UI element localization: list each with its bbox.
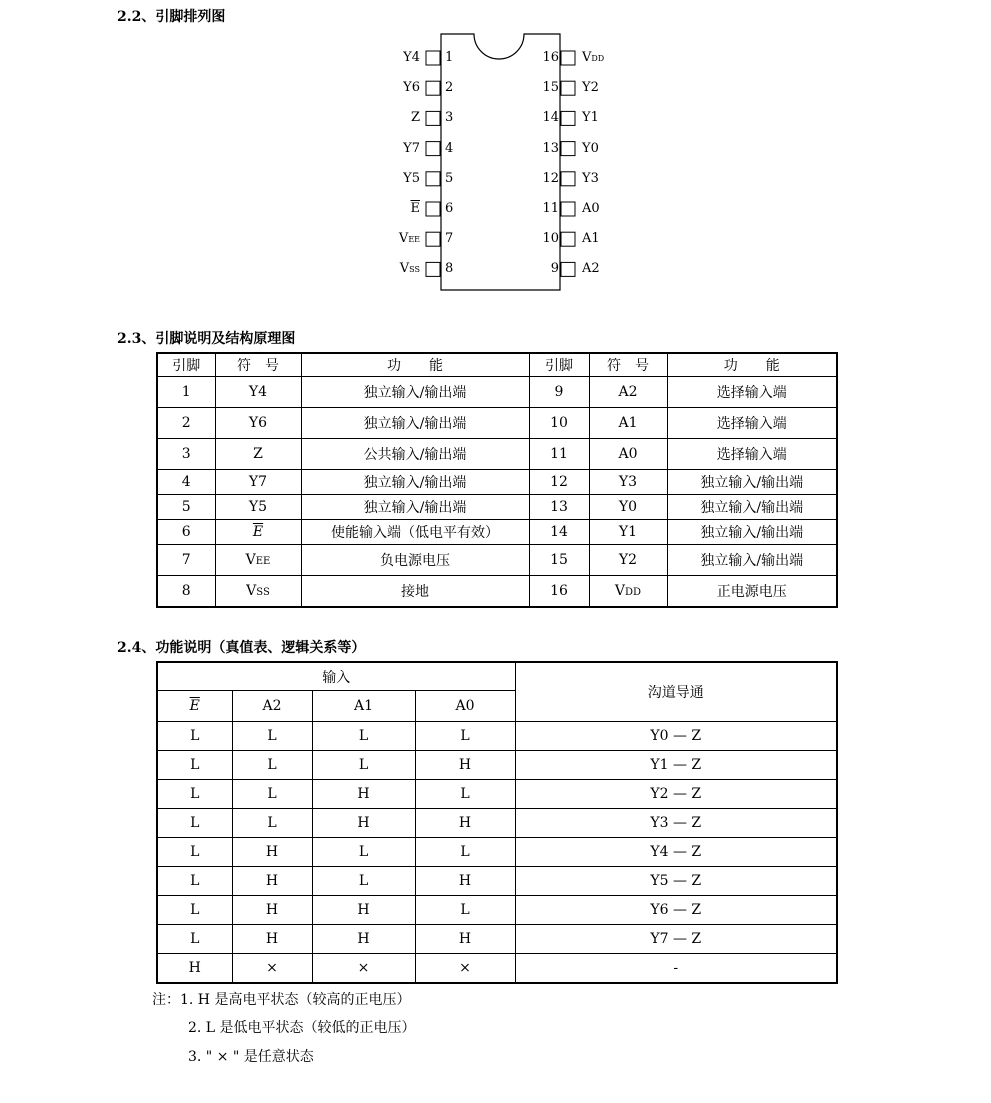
pin-11-name: A0	[582, 201, 600, 216]
pin-table-header: 功 能	[667, 353, 837, 377]
pin-table-cell: 接地	[301, 576, 529, 608]
pin-table-cell: 负电源电压	[301, 545, 529, 576]
pin-7-box	[426, 232, 440, 246]
pin-table-header: 引脚	[157, 353, 215, 377]
pin-4-number: 4	[445, 140, 454, 156]
pin-14-number: 14	[542, 110, 559, 126]
pin-11-box	[561, 202, 575, 216]
truth-table-cell: L	[157, 867, 232, 896]
truth-table-cell: Y0 — Z	[515, 722, 837, 751]
section-title-function: 2.4、功能说明（真值表、逻辑关系等）	[117, 640, 366, 656]
pin-table-cell: 6	[157, 520, 215, 545]
pin-16-name: VDD	[582, 50, 605, 65]
pin-table-cell: Y0	[589, 495, 667, 520]
pin-table-cell: VDD	[589, 576, 667, 608]
truth-table-cell: H	[312, 780, 415, 809]
pin-table-cell: 7	[157, 545, 215, 576]
pin-16-number: 16	[542, 50, 559, 65]
input-header: 输入	[157, 662, 515, 691]
pin-6-name: $\overline{E}$	[410, 201, 420, 216]
pin-14-name: Y1	[582, 110, 599, 126]
truth-table-cell: L	[415, 838, 515, 867]
pin-table-cell: 使能输入端（低电平有效）	[301, 520, 529, 545]
pin-table-cell: 选择输入端	[667, 408, 837, 439]
truth-table-cell: H	[232, 925, 312, 954]
pin-15-number: 15	[542, 80, 559, 96]
pin-15-box	[561, 81, 575, 95]
pin-1-box	[426, 51, 440, 65]
pin-table-header: 符 号	[589, 353, 667, 377]
truth-table-cell: L	[312, 722, 415, 751]
pin-table-cell: 公共输入/输出端	[301, 439, 529, 470]
truth-table-row	[157, 722, 837, 751]
pin-2-box	[426, 81, 440, 95]
pin-table-cell: 正电源电压	[667, 576, 837, 608]
pin-8-name: VSS	[399, 261, 420, 277]
pin-7-name: VEE	[398, 231, 420, 247]
pin-11-number: 11	[542, 201, 559, 216]
pin-table-row	[157, 439, 837, 470]
pin-table-cell: 8	[157, 576, 215, 608]
pin-table-header: 功 能	[301, 353, 529, 377]
pin-table-cell: 独立输入/输出端	[667, 470, 837, 495]
truth-table-row	[157, 954, 837, 984]
pin-table-cell: 1	[157, 377, 215, 408]
pin-9-name: A2	[582, 261, 600, 277]
truth-table	[156, 661, 838, 984]
truth-table-cell: Y6 — Z	[515, 896, 837, 925]
pin-table-cell: VEE	[215, 545, 301, 576]
pin-1-name: Y4	[403, 50, 420, 65]
pin-13-number: 13	[542, 140, 559, 156]
truth-table-cell: L	[157, 809, 232, 838]
truth-table-cell: Y5 — Z	[515, 867, 837, 896]
truth-table-cell: L	[157, 722, 232, 751]
pin-12-number: 12	[542, 170, 559, 186]
truth-table-row	[157, 925, 837, 954]
pin-table-cell: A1	[589, 408, 667, 439]
pin-14-box	[561, 111, 575, 125]
truth-table-cell: H	[415, 809, 515, 838]
pin-9-box	[561, 262, 575, 276]
truth-table-cell: Y7 — Z	[515, 925, 837, 954]
pin-table-cell: 9	[529, 377, 589, 408]
pin-table-cell: 14	[529, 520, 589, 545]
truth-table-col-header: A1	[312, 691, 415, 722]
note-3: 3. " × " 是任意状态	[188, 1049, 314, 1065]
pin-table-cell: 独立输入/输出端	[301, 470, 529, 495]
pin-13-name: Y0	[582, 140, 599, 156]
pin-table-cell: 独立输入/输出端	[301, 377, 529, 408]
pin-7-number: 7	[445, 231, 454, 247]
pin-10-box	[561, 232, 575, 246]
truth-table-row	[157, 751, 837, 780]
truth-table-cell: L	[232, 809, 312, 838]
truth-table-cell: -	[515, 954, 837, 984]
pin-table-header: 引脚	[529, 353, 589, 377]
pin-table-cell: Y6	[215, 408, 301, 439]
pin-table-cell: Y2	[589, 545, 667, 576]
pin-table-cell: 12	[529, 470, 589, 495]
pin-3-number: 3	[445, 110, 454, 126]
truth-table-row	[157, 896, 837, 925]
pin-table-cell: 选择输入端	[667, 439, 837, 470]
truth-table-cell: H	[232, 838, 312, 867]
pin-4-name: Y7	[403, 140, 420, 156]
truth-table-cell: Y1 — Z	[515, 751, 837, 780]
pin-5-box	[426, 172, 440, 186]
truth-table-row	[157, 838, 837, 867]
pin-table-cell: 3	[157, 439, 215, 470]
pin-table-cell: 独立输入/输出端	[301, 408, 529, 439]
pin-3-name: Z	[410, 110, 420, 126]
pin-table-cell: 11	[529, 439, 589, 470]
truth-table-cell: Y3 — Z	[515, 809, 837, 838]
pinout-diagram	[0, 0, 991, 300]
truth-table-cell: L	[312, 838, 415, 867]
pin-table-row	[157, 520, 837, 545]
pin-table-row	[157, 495, 837, 520]
truth-table-cell: L	[157, 751, 232, 780]
pin-table-row	[157, 408, 837, 439]
truth-table-cell: L	[157, 838, 232, 867]
truth-table-cell: L	[157, 780, 232, 809]
pin-table-cell: Y4	[215, 377, 301, 408]
note-1: 注：1. H 是高电平状态（较高的正电压）	[152, 992, 411, 1008]
truth-table-cell: H	[232, 867, 312, 896]
pin-5-name: Y5	[403, 170, 420, 186]
pin-table-cell: 15	[529, 545, 589, 576]
pin-table-header-row	[157, 353, 837, 377]
truth-table-cell: L	[312, 867, 415, 896]
pin-4-box	[426, 142, 440, 156]
truth-table-cell: Y4 — Z	[515, 838, 837, 867]
pin-table-cell: 5	[157, 495, 215, 520]
truth-table-col-header: $\overline{E}$	[157, 691, 232, 722]
truth-table-cell: L	[415, 722, 515, 751]
truth-table-cell: Y2 — Z	[515, 780, 837, 809]
truth-table-cell: H	[312, 925, 415, 954]
pin-10-number: 10	[542, 231, 559, 247]
pin-10-name: A1	[582, 231, 600, 247]
pin-2-name: Y6	[403, 80, 420, 96]
pin-table-cell: Y3	[589, 470, 667, 495]
pin-9-number: 9	[550, 261, 559, 277]
truth-table-cell: ×	[232, 954, 312, 984]
pin-table-cell: 4	[157, 470, 215, 495]
pin-table-cell: 16	[529, 576, 589, 608]
pin-table-row	[157, 545, 837, 576]
pin-table-cell: VSS	[215, 576, 301, 608]
truth-table-cell: H	[415, 867, 515, 896]
pin-table-cell: A0	[589, 439, 667, 470]
pin-12-name: Y3	[582, 170, 599, 186]
pin-table-cell: 10	[529, 408, 589, 439]
pin-table-cell: 2	[157, 408, 215, 439]
pin-15-name: Y2	[582, 80, 599, 96]
truth-table-cell: L	[157, 896, 232, 925]
truth-table-cell: L	[157, 925, 232, 954]
truth-table-cell: H	[232, 896, 312, 925]
truth-table-cell: L	[415, 780, 515, 809]
truth-table-cell: H	[415, 925, 515, 954]
truth-table-cell: L	[232, 722, 312, 751]
pin-table-cell: A2	[589, 377, 667, 408]
pin-table-cell: Y7	[215, 470, 301, 495]
truth-table-cell: L	[232, 780, 312, 809]
pin-table-cell: 独立输入/输出端	[667, 520, 837, 545]
truth-table-cell: L	[312, 751, 415, 780]
truth-table-col-header: A2	[232, 691, 312, 722]
pin-table-row	[157, 576, 837, 608]
pin-5-number: 5	[445, 170, 454, 186]
truth-table-cell: L	[232, 751, 312, 780]
pin-table-cell: 13	[529, 495, 589, 520]
pin-table-cell: Y5	[215, 495, 301, 520]
pin-table-cell: 选择输入端	[667, 377, 837, 408]
section-title-pin-description: 2.3、引脚说明及结构原理图	[117, 331, 296, 347]
truth-table-row	[157, 867, 837, 896]
truth-table-header-row	[157, 662, 837, 691]
truth-table-cell: H	[157, 954, 232, 984]
pin-6-box	[426, 202, 440, 216]
channel-header: 沟道导通	[515, 662, 837, 722]
section-title-pinout: 2.2、引脚排列图	[117, 9, 226, 25]
pin-description-table	[156, 352, 838, 608]
pin-3-box	[426, 111, 440, 125]
ic-package-outline	[0, 0, 991, 300]
pin-8-box	[426, 262, 440, 276]
truth-table-cell: ×	[312, 954, 415, 984]
truth-table-row	[157, 809, 837, 838]
pin-table-cell: 独立输入/输出端	[301, 495, 529, 520]
pin-16-box	[561, 51, 575, 65]
pin-table-cell: Y1	[589, 520, 667, 545]
truth-table-cell: H	[312, 809, 415, 838]
truth-table-cell: H	[312, 896, 415, 925]
pin-table-cell: $\overline{E}$	[215, 520, 301, 545]
truth-table-col-header: A0	[415, 691, 515, 722]
truth-table-cell: ×	[415, 954, 515, 984]
pin-1-number: 1	[445, 50, 454, 65]
truth-table-cell: L	[415, 896, 515, 925]
pin-table-row	[157, 377, 837, 408]
pin-2-number: 2	[445, 80, 454, 96]
truth-table-cell: H	[415, 751, 515, 780]
pin-table-cell: 独立输入/输出端	[667, 495, 837, 520]
pin-table-cell: Z	[215, 439, 301, 470]
pin-table-cell: 独立输入/输出端	[667, 545, 837, 576]
pin-6-number: 6	[445, 201, 454, 216]
note-2: 2. L 是低电平状态（较低的正电压）	[188, 1020, 416, 1036]
truth-table-row	[157, 780, 837, 809]
pin-13-box	[561, 142, 575, 156]
pin-8-number: 8	[445, 261, 454, 277]
pin-table-header: 符 号	[215, 353, 301, 377]
pin-table-row	[157, 470, 837, 495]
pin-12-box	[561, 172, 575, 186]
